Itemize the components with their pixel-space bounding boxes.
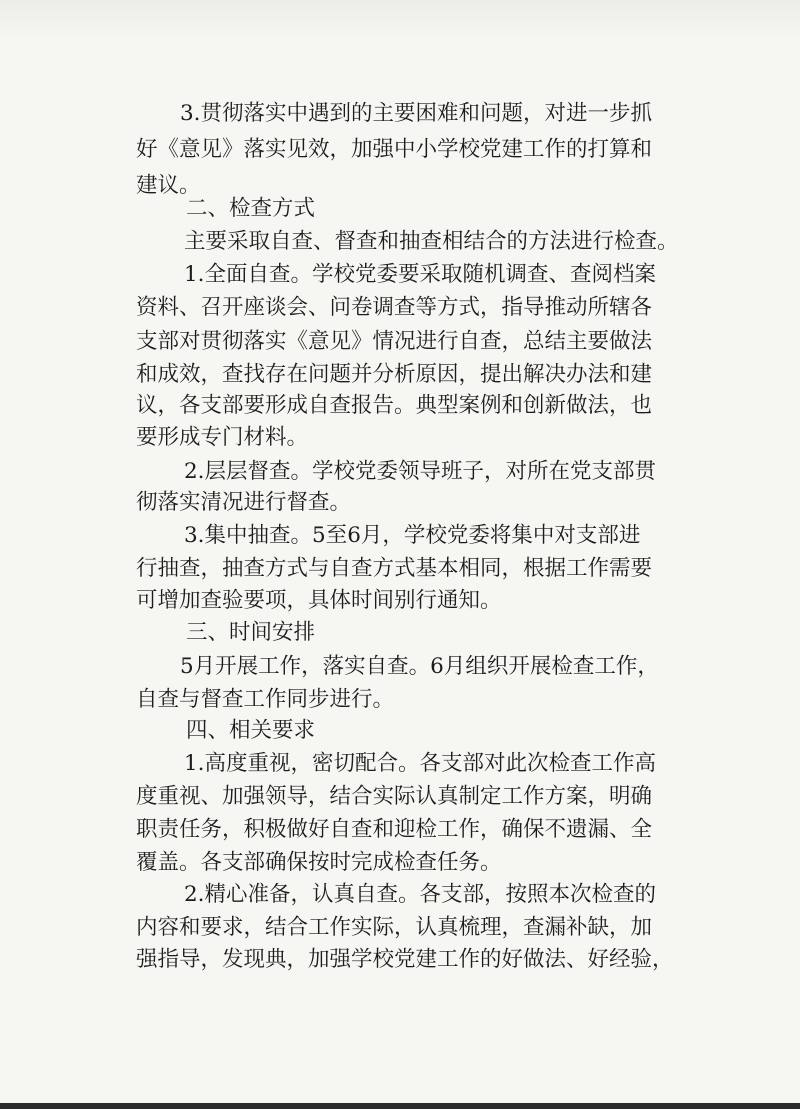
text-line: 好《意见》落实见效，加强中小学校党建工作的打算和 bbox=[136, 137, 653, 162]
text-line: 覆盖。各支部确保按时完成检查任务。 bbox=[136, 850, 502, 875]
text-line: 度重视、加强领导，结合实际认真制定工作方案，明确 bbox=[136, 784, 653, 809]
text-line: 行抽查，抽查方式与自查方式基本相同，根据工作需要 bbox=[136, 556, 653, 581]
section-heading: 四、相关要求 bbox=[186, 718, 316, 743]
text-line: 主要采取自查、督查和抽查相结合的方法进行检查。 bbox=[184, 229, 679, 254]
text-line: 3.贯彻落实中遇到的主要困难和问题，对进一步抓 bbox=[180, 101, 653, 126]
text-line: 议，各支部要形成自查报告。典型案例和创新做法，也 bbox=[136, 393, 653, 418]
section-heading: 二、检查方式 bbox=[186, 196, 316, 221]
section-heading: 三、时间安排 bbox=[186, 620, 316, 645]
text-line: 要形成专门材料。 bbox=[136, 425, 309, 450]
text-line: 2.精心准备，认真自查。各支部，按照本次检查的 bbox=[184, 882, 657, 907]
text-line: 强指导，发现典，加强学校党建工作的好做法、好经验， bbox=[136, 947, 674, 972]
text-line: 可增加查验要项，具体时间别行通知。 bbox=[136, 588, 502, 613]
scan-shadow bbox=[0, 0, 800, 40]
text-line: 内容和要求，结合工作实际，认真梳理，查漏补缺，加 bbox=[136, 915, 653, 940]
text-line: 支部对贯彻落实《意见》情况进行自查，总结主要做法 bbox=[136, 329, 653, 354]
text-line: 1.高度重视，密切配合。各支部对此次检查工作高 bbox=[184, 751, 657, 776]
text-line: 1.全面自查。学校党委要采取随机调查、查阅档案 bbox=[184, 262, 657, 287]
text-line: 建议。 bbox=[136, 173, 201, 198]
text-line: 2.层层督查。学校党委领导班子，对所在党支部贯 bbox=[184, 459, 657, 484]
text-line: 彻落实清况进行督查。 bbox=[136, 490, 352, 515]
text-line: 自查与督查工作同步进行。 bbox=[136, 687, 395, 712]
text-line: 3.集中抽查。5至6月，学校党委将集中对支部进 bbox=[184, 523, 641, 548]
scan-bottom-edge bbox=[0, 1103, 800, 1109]
text-line: 资料、召开座谈会、问卷调查等方式，指导推动所辖各 bbox=[136, 295, 653, 320]
text-line: 5月开展工作，落实自查。6月组织开展检查工作， bbox=[180, 654, 659, 679]
text-line: 和成效，查找存在问题并分析原因，提出解决办法和建 bbox=[136, 362, 653, 387]
text-line: 职责任务，积极做好自查和迎检工作，确保不遗漏、全 bbox=[136, 817, 653, 842]
